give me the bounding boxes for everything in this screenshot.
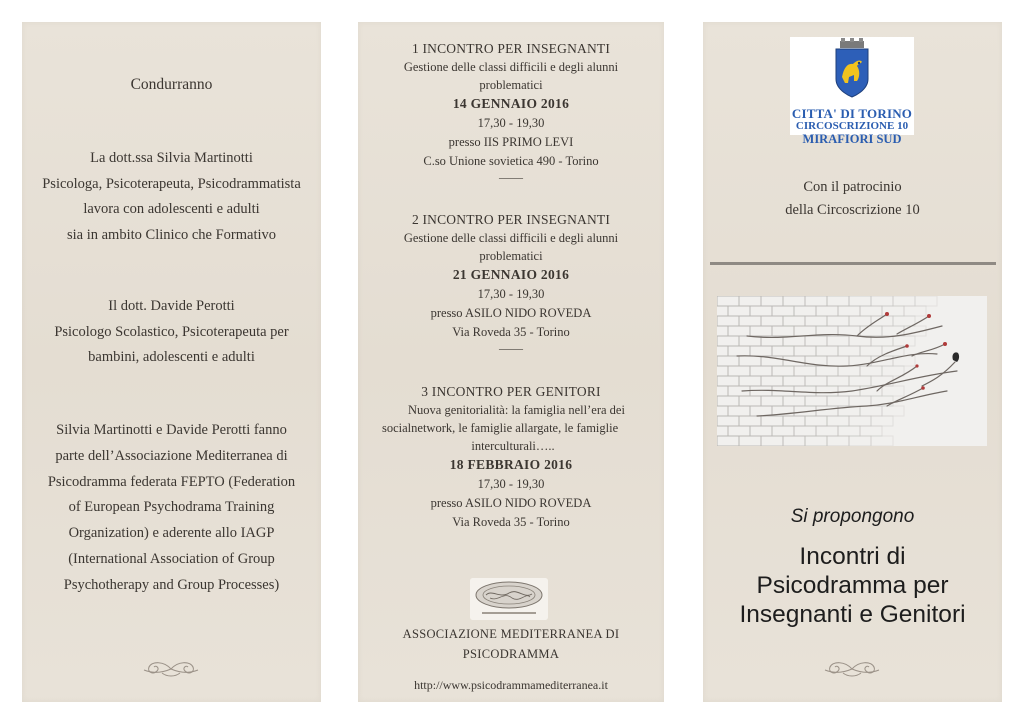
association-membership-text	[22, 418, 321, 599]
title-line: Psicodramma per	[756, 572, 949, 599]
event-3	[358, 383, 664, 532]
association-name-line: ASSOCIAZIONE MEDITERRANEA DI	[402, 627, 620, 641]
badge-district: MIRAFIORI SUD	[802, 132, 902, 146]
association-name-line: PSICODRAMMA	[462, 647, 560, 661]
event-separator: ——	[499, 170, 523, 184]
bio-line: Psychotherapy and Group Processes)	[63, 576, 280, 593]
conductors-heading: Condurranno	[130, 76, 213, 93]
bio-davide-perotti	[22, 294, 321, 371]
citta-di-torino-logo	[790, 37, 914, 146]
left-panel	[22, 22, 321, 702]
title-line: Incontri di	[799, 543, 906, 570]
event-address: Via Roveda 35 - Torino	[452, 515, 570, 529]
flourish-ornament-icon	[821, 658, 883, 680]
event-date: 14 GENNAIO 2016	[452, 96, 570, 111]
event-description-line: socialnetwork, le famiglie allargate, le famiglie	[382, 421, 619, 435]
bio-line: Psicodramma federata FEPTO (Federation	[47, 473, 296, 490]
bio-line: Organization) e aderente allo IAGP	[68, 525, 275, 542]
event-description-line: Nuova genitorialità: la famiglia nell’era dei	[408, 403, 625, 417]
event-2	[358, 211, 664, 354]
event-description-line: problematici	[479, 249, 543, 263]
bio-line: Psicologa, Psicoterapeuta, Psicodrammatista	[42, 175, 301, 192]
event-1	[358, 40, 664, 183]
tagline: Si propongono	[790, 506, 915, 527]
event-venue: presso IIS PRIMO LEVI	[448, 135, 574, 149]
bio-line: Psicologo Scolastico, Psicoterapeuta per	[54, 323, 289, 340]
event-description	[358, 401, 664, 455]
bio-line: bambini, adolescenti e adulti	[88, 349, 255, 365]
event-description	[358, 229, 664, 265]
event-description-line: interculturali…..	[471, 439, 555, 453]
event-date: 18 FEBBRAIO 2016	[449, 457, 573, 472]
event-description-line: Gestione delle classi difficili e degli alunni	[403, 60, 619, 74]
association-name	[358, 624, 664, 664]
badge-city-name: CITTA' DI TORINO	[791, 106, 913, 121]
event-venue: presso ASILO NIDO ROVEDA	[430, 496, 592, 510]
event-separator: ——	[499, 341, 523, 355]
patronage-text	[703, 176, 1002, 222]
patronage-line: della Circoscrizione 10	[785, 202, 920, 218]
event-venue: presso ASILO NIDO ROVEDA	[430, 306, 592, 320]
bio-line: La dott.ssa Silvia Martinotti	[90, 150, 253, 166]
bio-line: Il dott. Davide Perotti	[108, 298, 235, 314]
title-line: Insegnanti e Genitori	[739, 601, 966, 628]
bio-line: (International Association of Group	[68, 550, 275, 567]
bio-line: of European Psychodrama Training	[68, 499, 275, 516]
event-address: C.so Unione sovietica 490 - Torino	[423, 154, 599, 168]
association-logo	[470, 578, 548, 620]
event-description-line: Gestione delle classi difficili e degli alunni	[403, 231, 619, 245]
bio-line: lavora con adolescenti e adulti	[83, 201, 260, 217]
bio-line: parte dell’Associazione Mediterranea di	[55, 447, 288, 464]
association-website-link[interactable]: http://www.psicodrammamediterranea.it	[414, 678, 608, 692]
section-divider	[710, 262, 996, 265]
flourish-ornament-icon	[140, 658, 202, 680]
event-description	[358, 58, 664, 94]
event-time: 17,30 - 19,30	[477, 116, 545, 130]
right-panel	[703, 22, 1002, 702]
event-time: 17,30 - 19,30	[477, 287, 545, 301]
event-date: 21 GENNAIO 2016	[452, 267, 570, 282]
brochure-title	[703, 542, 1002, 629]
torino-coat-of-arms-icon	[790, 37, 914, 105]
center-panel	[358, 22, 664, 702]
event-title: 3 INCONTRO PER GENITORI	[421, 384, 601, 399]
event-description-line: problematici	[479, 78, 543, 92]
bio-line: Silvia Martinotti e Davide Perotti fanno	[56, 422, 287, 438]
event-address: Via Roveda 35 - Torino	[452, 325, 570, 339]
badge-circoscrizione: CIRCOSCRIZIONE 10	[795, 120, 909, 132]
event-time: 17,30 - 19,30	[477, 477, 545, 491]
event-title: 2 INCONTRO PER INSEGNANTI	[411, 212, 611, 227]
bio-silvia-martinotti	[22, 146, 321, 248]
brick-wall-branches-image	[717, 296, 987, 446]
bio-line: sia in ambito Clinico che Formativo	[66, 226, 276, 243]
patronage-line: Con il patrocinio	[803, 179, 902, 195]
event-title: 1 INCONTRO PER INSEGNANTI	[411, 41, 611, 56]
